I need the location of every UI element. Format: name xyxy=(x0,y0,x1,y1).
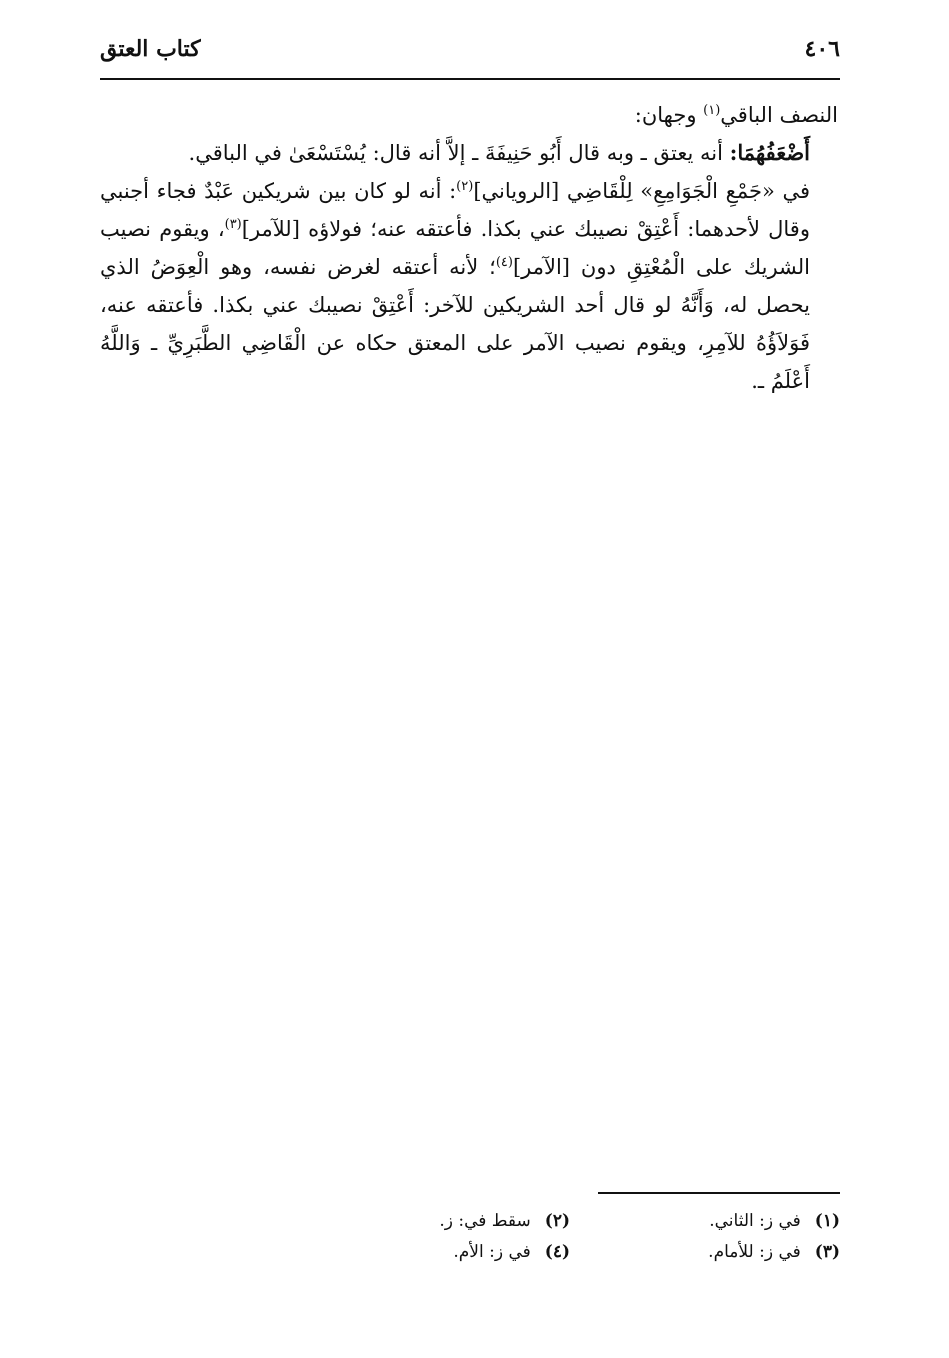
footnote-number: (٣) xyxy=(814,1242,840,1262)
footnote-ref-4: (٤) xyxy=(495,255,513,270)
header-rule xyxy=(100,78,840,80)
paragraph-1 xyxy=(100,96,838,134)
footnotes xyxy=(300,1206,840,1268)
paragraph-3 xyxy=(100,172,838,400)
paragraph-2 xyxy=(100,134,838,172)
footnote-ref-1: (١) xyxy=(703,103,721,118)
footnote-number: (١) xyxy=(814,1211,840,1231)
page-number: ٤٠٦ xyxy=(804,36,840,62)
paragraph-3-part-4: ؛ لأنه أعتقه لغرض نفسه، وهو الْعِوَضُ الذي يحصل له، وَأَنَّهُ لو قال أحد الشريكين للآخر: أَعْتِقْ نصيبك عني بكذا. فأعتقه عنه، فَوَلاَؤُهُ للآمِرِ، ويقوم نصيب الآمر على المعتق حكاه عن الْقَاضِي الطَّبَرِيِّ ـ وَاللَّهُ أَعْلَمُ ـ. xyxy=(100,255,810,393)
footnote-row xyxy=(300,1237,840,1268)
paragraph-1-text: النصف الباقي xyxy=(720,103,838,127)
paragraph-3-part-1: في «جَمْعِ الْجَوَامِعِ» لِلْقَاضِي [الروياني] xyxy=(473,179,810,203)
paragraph-2-text: أنه يعتق ـ وبه قال أَبُو حَنِيفَةَ ـ إلاَّ أنه قال: يُسْتَسْعَىٰ في الباقي. xyxy=(188,141,730,165)
footnote-4 xyxy=(300,1237,570,1268)
paragraph-1-tail: وجهان: xyxy=(634,103,704,127)
footnote-number: (٤) xyxy=(544,1242,570,1262)
footnote-row xyxy=(300,1206,840,1237)
footnote-text: في ز: الثاني. xyxy=(709,1211,801,1231)
paragraph-2-lead: أَضْعَفُهُمَا: xyxy=(729,140,810,165)
running-title: كتاب العتق xyxy=(100,36,201,62)
footnote-3 xyxy=(570,1237,840,1268)
page-header xyxy=(100,30,840,74)
footnote-text: سقط في: ز. xyxy=(439,1211,531,1231)
paragraph-3-part-2: : أنه لو كان بين شريكين عَبْدٌ فجاء أجنبي وقال لأحدهما: أَعْتِقْ نصيبك عني بكذا. فأعتقه عنه؛ فولاؤه [للآمر] xyxy=(100,179,810,241)
footnote-text: في ز: الأم. xyxy=(453,1242,531,1262)
footnote-ref-3: (٣) xyxy=(224,217,242,232)
footnote-number: (٢) xyxy=(544,1211,570,1231)
footnote-rule xyxy=(598,1192,840,1194)
paragraph-3-part-3: ، ويقوم نصيب الشريك على الْمُعْتِقِ دون [الآمر] xyxy=(100,217,810,279)
main-text xyxy=(100,96,838,400)
footnote-2 xyxy=(300,1206,570,1237)
footnote-ref-2: (٢) xyxy=(456,179,474,194)
footnote-text: في ز: للأمام. xyxy=(708,1242,801,1262)
footnote-1 xyxy=(570,1206,840,1237)
